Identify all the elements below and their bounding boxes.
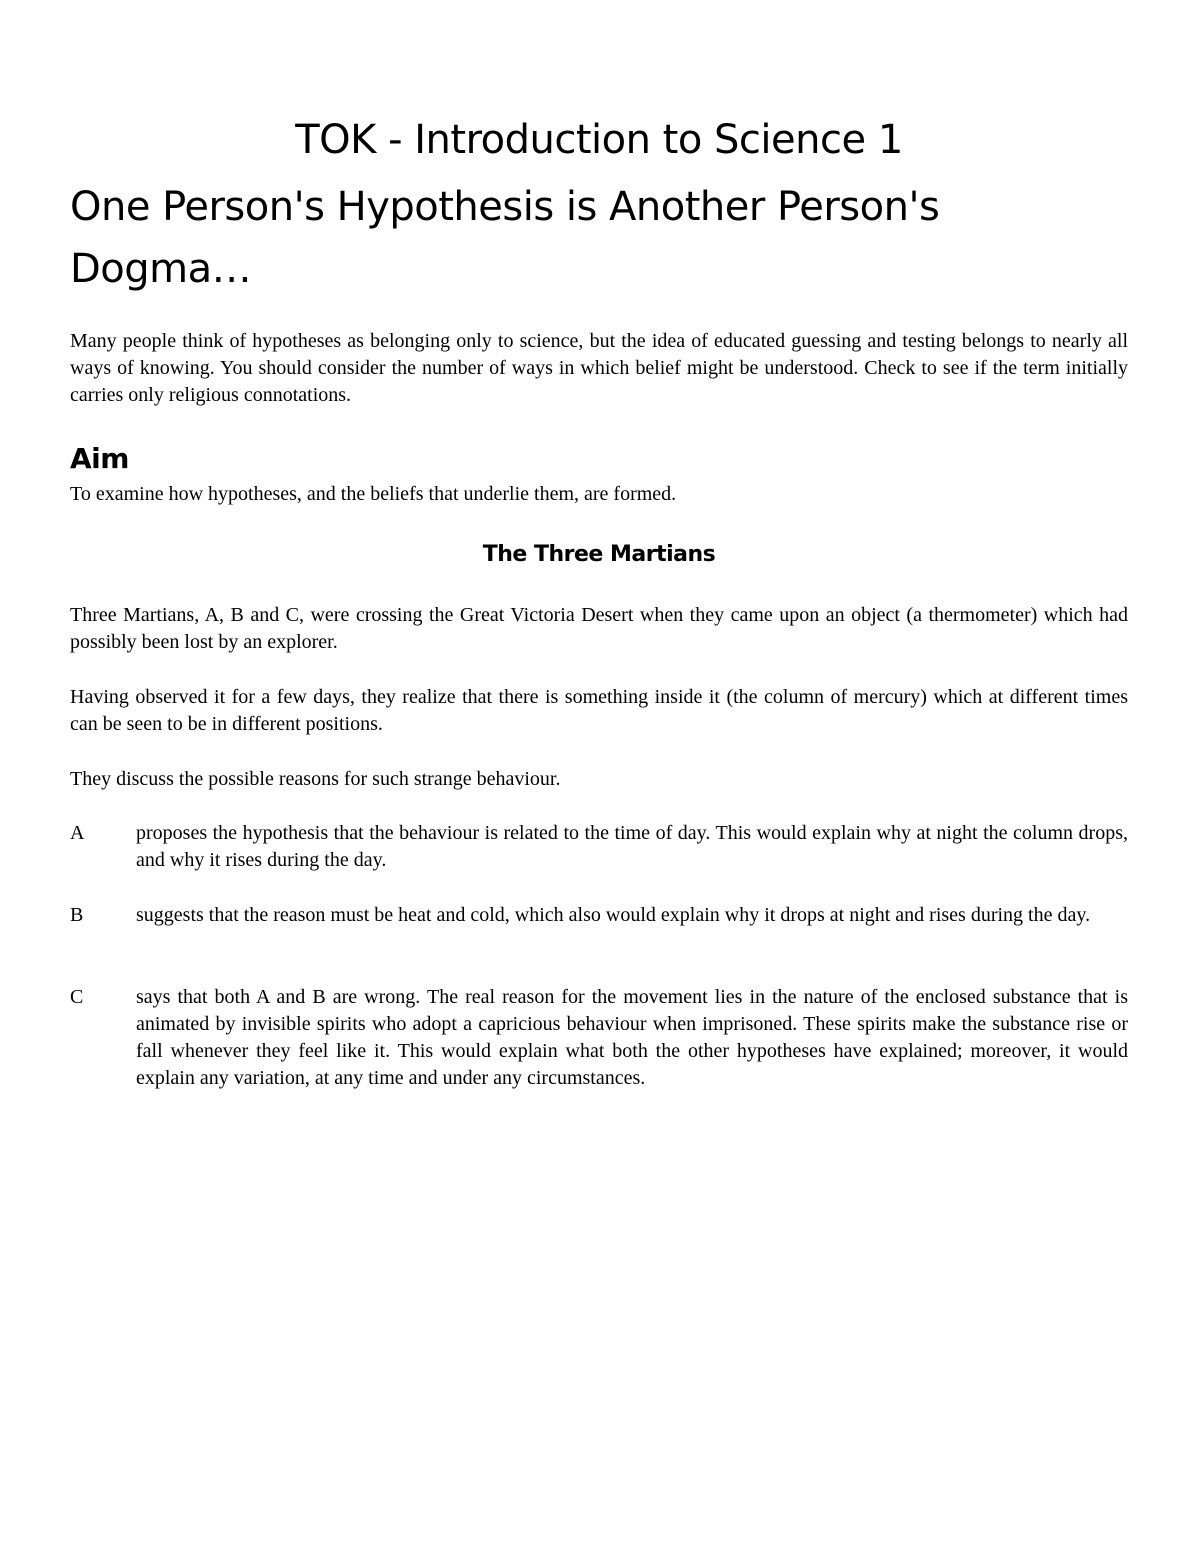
hypothesis-item-b bbox=[70, 902, 1128, 929]
intro-paragraph: Many people think of hypotheses as belonging only to science, but the idea of educated guessing and testing belongs to nearly all ways of knowing. You should consider the number of ways in which belief might be understood. Check to see if the term initially carries only religious connotations. bbox=[70, 330, 1128, 406]
hypothesis-text: proposes the hypothesis that the behaviour is related to the time of day. This would explain why at night the column drops, and why it rises during the day. bbox=[136, 822, 1128, 871]
story-paragraph: Having observed it for a few days, they realize that there is something inside it (the column of mercury) which at different times can be seen to be in different positions. bbox=[70, 686, 1128, 735]
aim-text: To examine how hypotheses, and the beliefs that underlie them, are formed. bbox=[70, 483, 677, 505]
aim-heading: Aim bbox=[70, 442, 129, 475]
document-subtitle: One Person's Hypothesis is Another Person's Dogma… bbox=[70, 184, 940, 292]
hypothesis-letter: A bbox=[70, 822, 85, 844]
hypothesis-item-a bbox=[70, 820, 1128, 874]
story-paragraph: Three Martians, A, B and C, were crossing the Great Victoria Desert when they came upon an object (a thermometer) which had possibly been lost by an explorer. bbox=[70, 604, 1128, 653]
story-paragraph: They discuss the possible reasons for such strange behaviour. bbox=[70, 768, 561, 790]
document-title: TOK - Introduction to Science 1 bbox=[295, 117, 903, 163]
section-heading: The Three Martians bbox=[482, 542, 716, 567]
hypothesis-item-c bbox=[70, 984, 1128, 1092]
hypothesis-letter: C bbox=[70, 986, 84, 1008]
hypothesis-text: says that both A and B are wrong. The real reason for the movement lies in the nature of the enclosed substance that is animated by invisible spirits who adopt a capricious behaviour when imprisoned. These spirits make the substance rise or fall whenever they feel like it. This would explain what both the other hypotheses have explained; moreover, it would explain any variation, at any time and under any circumstances. bbox=[136, 986, 1128, 1089]
hypothesis-letter: B bbox=[70, 904, 84, 926]
hypothesis-text: suggests that the reason must be heat and cold, which also would explain why it drops at night and rises during the day. bbox=[136, 904, 1091, 926]
